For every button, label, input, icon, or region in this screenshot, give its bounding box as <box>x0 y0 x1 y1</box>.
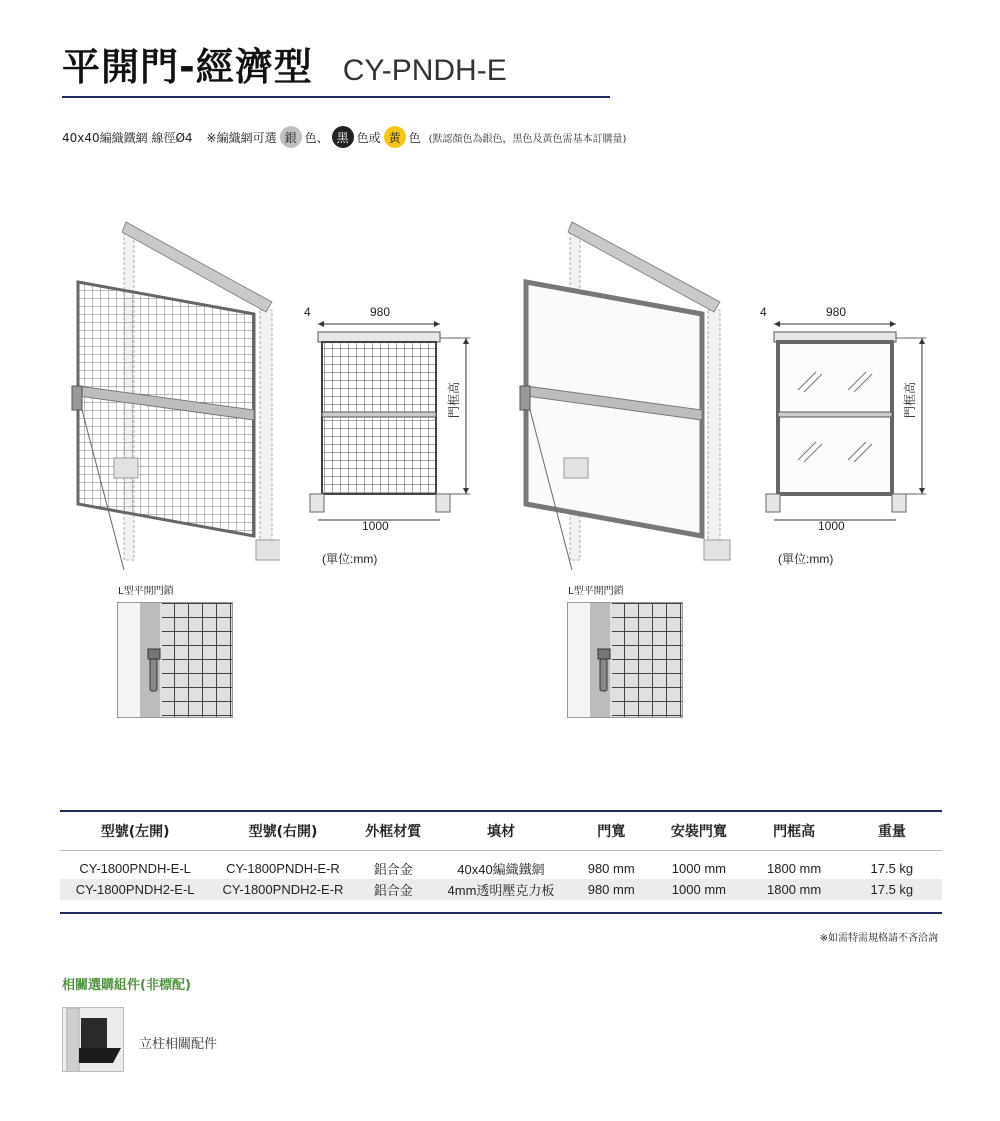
lock-photo-right <box>567 602 683 718</box>
glass-door-perspective-illustration <box>510 210 740 590</box>
color-default-note: (默認顏色為銀色，黑色及黃色需基本訂購量) <box>428 133 627 145</box>
color-separator: 色或 <box>356 130 381 145</box>
cell-frame-material: 鋁合金 <box>373 862 413 877</box>
lock-photo-left <box>117 602 233 718</box>
table-row <box>60 858 942 879</box>
cell-infill: 4mm透明壓克力板 <box>431 879 571 900</box>
dim-height-label: 門框高 <box>903 381 917 418</box>
cell-frame-height: 1800 mm <box>747 879 842 900</box>
title-chinese: 平開門-經濟型 <box>62 45 313 89</box>
table-row <box>60 879 942 900</box>
mesh-spec: 40x40編織鐵網 線徑Ø4 <box>62 130 193 145</box>
dim-gap-label: 4 <box>304 305 311 319</box>
dim-height-label: 門框高 <box>447 381 461 418</box>
lock-label-left: L型平開門鎖 <box>118 586 174 597</box>
lock-label-right: L型平開門鎖 <box>568 586 624 597</box>
cell-model-left: CY-1800PNDH2-E-L <box>60 879 210 900</box>
spec-line <box>62 126 626 148</box>
col-header-model-right: 型號(右開) <box>210 812 355 850</box>
title-model-code: CY-PNDH-E <box>342 54 507 87</box>
table-header-row <box>60 812 942 850</box>
color-option-prefix: ※編織網可選 <box>206 130 277 145</box>
color-separator: 色、 <box>304 130 329 145</box>
spec-table <box>60 810 942 914</box>
cell-weight: 17.5 kg <box>842 879 942 900</box>
cell-door-width: 980 mm <box>587 861 635 876</box>
color-separator: 色 <box>408 130 421 145</box>
cell-weight: 17.5 kg <box>870 861 914 876</box>
cell-frame-height: 1800 mm <box>767 861 822 876</box>
cell-model-left: CY-1800PNDH-E-L <box>79 861 191 876</box>
col-header-infill: 填材 <box>431 812 571 850</box>
black-color-badge: 黑 <box>332 126 354 148</box>
col-header-frame-height: 門框高 <box>747 812 842 850</box>
accessory-item-label[interactable]: 立柱相關配件 <box>139 1037 218 1052</box>
dim-install-label: 1000 <box>818 519 845 530</box>
col-header-install-width: 安裝門寬 <box>651 812 746 850</box>
page-title <box>62 36 507 89</box>
col-header-door-width: 門寬 <box>571 812 651 850</box>
yellow-color-badge: 黃 <box>384 126 406 148</box>
dim-width-label: 980 <box>370 305 391 319</box>
col-header-frame-material: 外框材質 <box>356 812 431 850</box>
col-header-model-left: 型號(左開) <box>60 812 210 850</box>
cell-model-right: CY-1800PNDH2-E-R <box>210 879 355 900</box>
custom-spec-footnote: ※如需特需規格請不吝洽詢 <box>819 933 938 944</box>
accessories-heading: 相關選購組件(非標配) <box>62 978 191 993</box>
mesh-door-dimension-drawing <box>292 300 482 530</box>
unit-label-mesh: (單位:mm) <box>322 552 378 566</box>
dim-gap-label: 4 <box>760 305 767 319</box>
cell-model-right: CY-1800PNDH-E-R <box>226 861 340 876</box>
silver-color-badge: 銀 <box>280 126 302 148</box>
mesh-door-perspective-illustration <box>60 210 280 590</box>
cell-install-width: 1000 mm <box>651 879 746 900</box>
bracket-photo-icon <box>62 1007 124 1072</box>
glass-door-dimension-drawing <box>748 300 938 530</box>
dim-install-label: 1000 <box>362 519 389 530</box>
col-header-weight: 重量 <box>842 812 942 850</box>
cell-infill: 40x40編織鐵網 <box>457 862 545 877</box>
unit-label-glass: (單位:mm) <box>778 552 834 566</box>
dim-width-label: 980 <box>826 305 847 319</box>
cell-frame-material: 鋁合金 <box>356 879 431 900</box>
cell-install-width: 1000 mm <box>671 861 726 876</box>
cell-door-width: 980 mm <box>571 879 651 900</box>
title-underline <box>62 96 610 98</box>
